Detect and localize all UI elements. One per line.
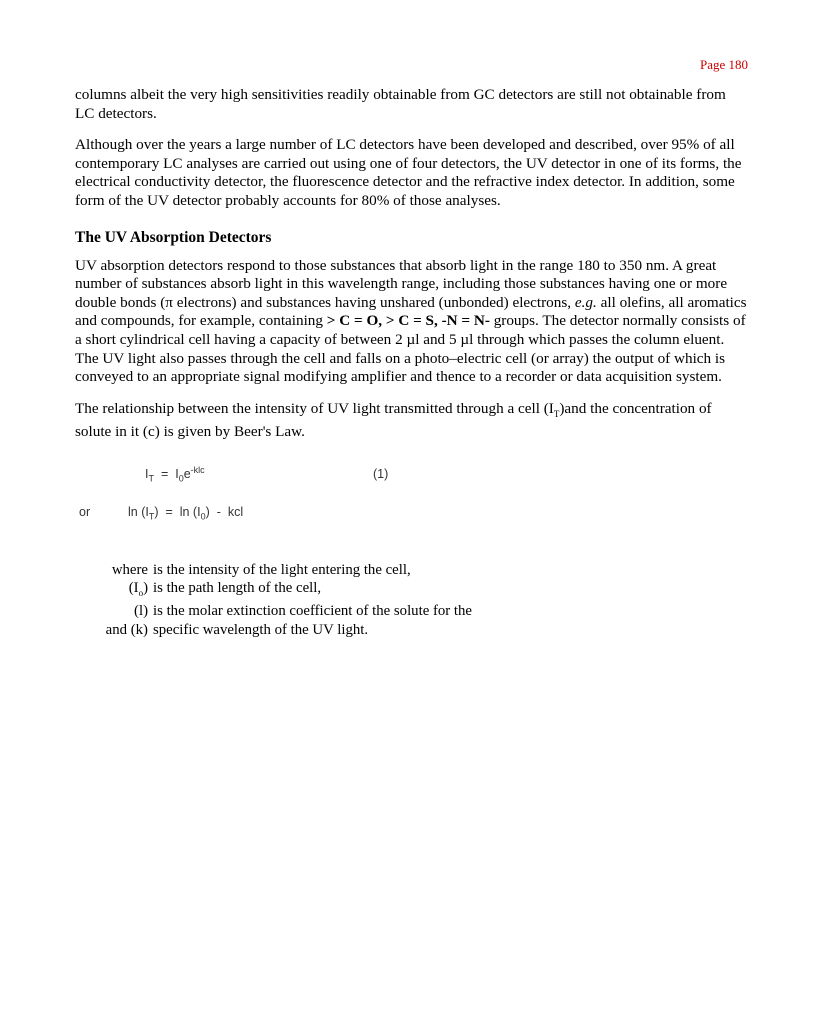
page-content: [75, 86, 747, 639]
definition-row: [75, 621, 747, 639]
eq2-ln1-sub: T: [148, 511, 155, 522]
eq2-ln2: ln (I: [179, 504, 201, 519]
eq1-lhs: I: [145, 467, 149, 482]
definition-label: [75, 579, 153, 602]
uv-text-2: all olefins, all aromatics and compounds, for example, containing: [75, 293, 747, 330]
beer-sub: T: [553, 408, 560, 419]
uv-eg: e.g.: [574, 293, 597, 311]
definition-row: [75, 602, 747, 620]
definition-label: where: [111, 561, 148, 578]
uv-text-3: groups. The detector normally consists of a short cylindrical cell having a capacity of between 2 µl and 5 µl through which passes the column eluent. The UV light also passes through the cell and falls on a photo–electric cell (or array) the output of which is conveyed to an appropriate signal modifying amplifier and thence to a recorder or data acquisition system.: [75, 312, 746, 386]
equation-1-body: [145, 465, 205, 484]
definition-row: [75, 579, 747, 602]
definition-label-main: (I: [128, 580, 139, 597]
uv-text-1: UV absorption detectors respond to those substances that absorb light in the range 180 to 350 nm. A great number of substances absorb light in this wavelength range, including those substances having one or more double bonds (π electrons) and substances having unshared (unbonded) electrons,: [75, 256, 728, 311]
equation-2-prefix: or: [79, 504, 91, 519]
beer-paragraph: [75, 400, 747, 442]
definition-row: [75, 561, 747, 579]
equation-2-body: [128, 505, 243, 522]
eq2-ln2-close: ): [205, 504, 210, 519]
eq2-ln2-sub: 0: [200, 511, 206, 522]
definition-text: is the path length of the cell,: [153, 580, 322, 597]
paragraph-1: columns albeit the very high sensitivities readily obtainable from GC detectors are still not obtainable from LC detectors.: [75, 86, 726, 122]
eq2-term: kcl: [227, 504, 244, 519]
uv-groups: > C = O, > C = S, -N = N-: [326, 312, 490, 330]
eq1-rhs-sub: 0: [178, 473, 184, 484]
eq2-ln1: ln (I: [128, 504, 149, 519]
equation-2: [75, 499, 747, 523]
definition-label: (l): [134, 603, 148, 620]
definition-label: and (k): [105, 621, 148, 638]
eq1-equals: =: [160, 467, 169, 482]
section-heading: The UV Absorption Detectors: [75, 228, 272, 246]
definition-text: specific wavelength of the UV light.: [153, 621, 369, 638]
eq1-rhs: I: [175, 467, 179, 482]
beer-text-1: The relationship between the intensity of UV light transmitted through a cell (I: [75, 399, 554, 417]
definition-label-close: ): [143, 580, 148, 597]
definition-text: is the molar extinction coefficient of the solute for the: [153, 603, 472, 620]
paragraph-2: Although over the years a large number of LC detectors have been developed and described, over 95% of all contemporary LC analyses are carried out using one of four detectors, the UV detector in one of its forms, the electrical conductivity detector, the fluorescence detector and the refractive index detector. In addition, some form of the UV detector probably accounts for 80% of those analyses.: [75, 136, 742, 209]
eq1-lhs-sub: T: [148, 473, 154, 484]
eq2-equals: =: [165, 504, 173, 519]
page-number: Page 180: [699, 57, 748, 72]
definitions: [75, 561, 747, 639]
eq1-rhs-exp: -klc: [190, 464, 205, 475]
eq2-ln1-close: ): [154, 504, 159, 519]
definition-label-sub: o: [138, 588, 144, 599]
uv-paragraph: [75, 257, 747, 387]
definition-text: is the intensity of the light entering the cell,: [153, 561, 411, 578]
equation-1: [75, 461, 747, 485]
eq2-minus: -: [216, 504, 221, 519]
beer-text-2: )and the concentration of solute in it (c) is given by Beer's Law.: [75, 399, 712, 441]
equation-1-number: (1): [373, 466, 389, 481]
eq1-rhs-base: e: [183, 467, 191, 482]
